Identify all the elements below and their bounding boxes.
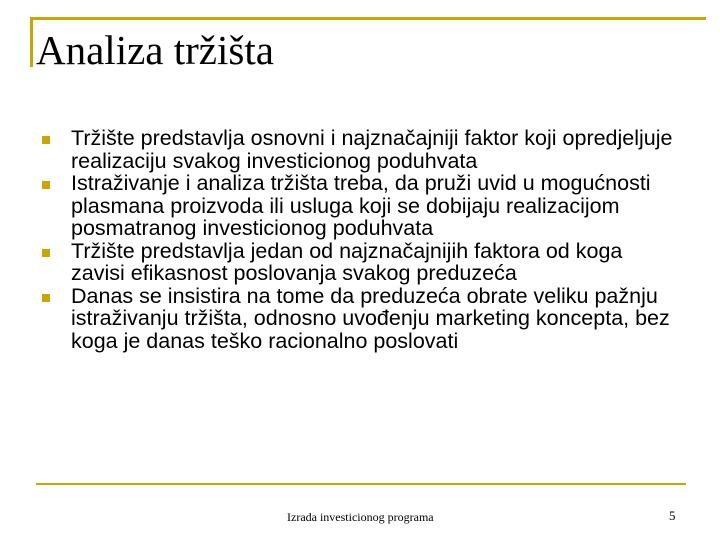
page-number: 5 xyxy=(669,508,676,523)
bullet-item xyxy=(42,285,682,353)
square-bullet-icon xyxy=(42,136,50,144)
footer-divider xyxy=(36,483,686,485)
title-frame-left-border xyxy=(30,17,33,67)
slide-title: Analiza tržišta xyxy=(36,27,274,73)
bullet-list xyxy=(42,127,682,352)
bullet-text: Danas se insistira na tome da preduzeća obrate veliku pažnju istraživanju tržišta, odnosno uvođenju marketing koncepta, bez koga je danas teško racionalno poslovati xyxy=(71,283,670,353)
footer-text: Izrada investicionog programa xyxy=(287,510,434,524)
bullet-item xyxy=(42,127,682,172)
title-frame-top-border xyxy=(30,17,706,20)
bullet-item xyxy=(42,172,682,240)
bullet-item xyxy=(42,240,682,285)
bullet-text: Tržište predstavlja jedan od najznačajnijih faktora od koga zavisi efikasnost poslovanja svakog preduzeća xyxy=(71,238,623,285)
bullet-text: Tržište predstavlja osnovni i najznačajniji faktor koji opredjeljuje realizaciju svakog investicionog poduhvata xyxy=(71,126,673,173)
square-bullet-icon xyxy=(42,249,50,257)
bullet-text: Istraživanje i analiza tržišta treba, da pruži uvid u mogućnosti plasmana proizvoda ili usluga koji se dobijaju realizacijom posmatranog investicionog poduhvata xyxy=(71,171,651,240)
square-bullet-icon xyxy=(42,294,50,302)
square-bullet-icon xyxy=(42,181,50,189)
